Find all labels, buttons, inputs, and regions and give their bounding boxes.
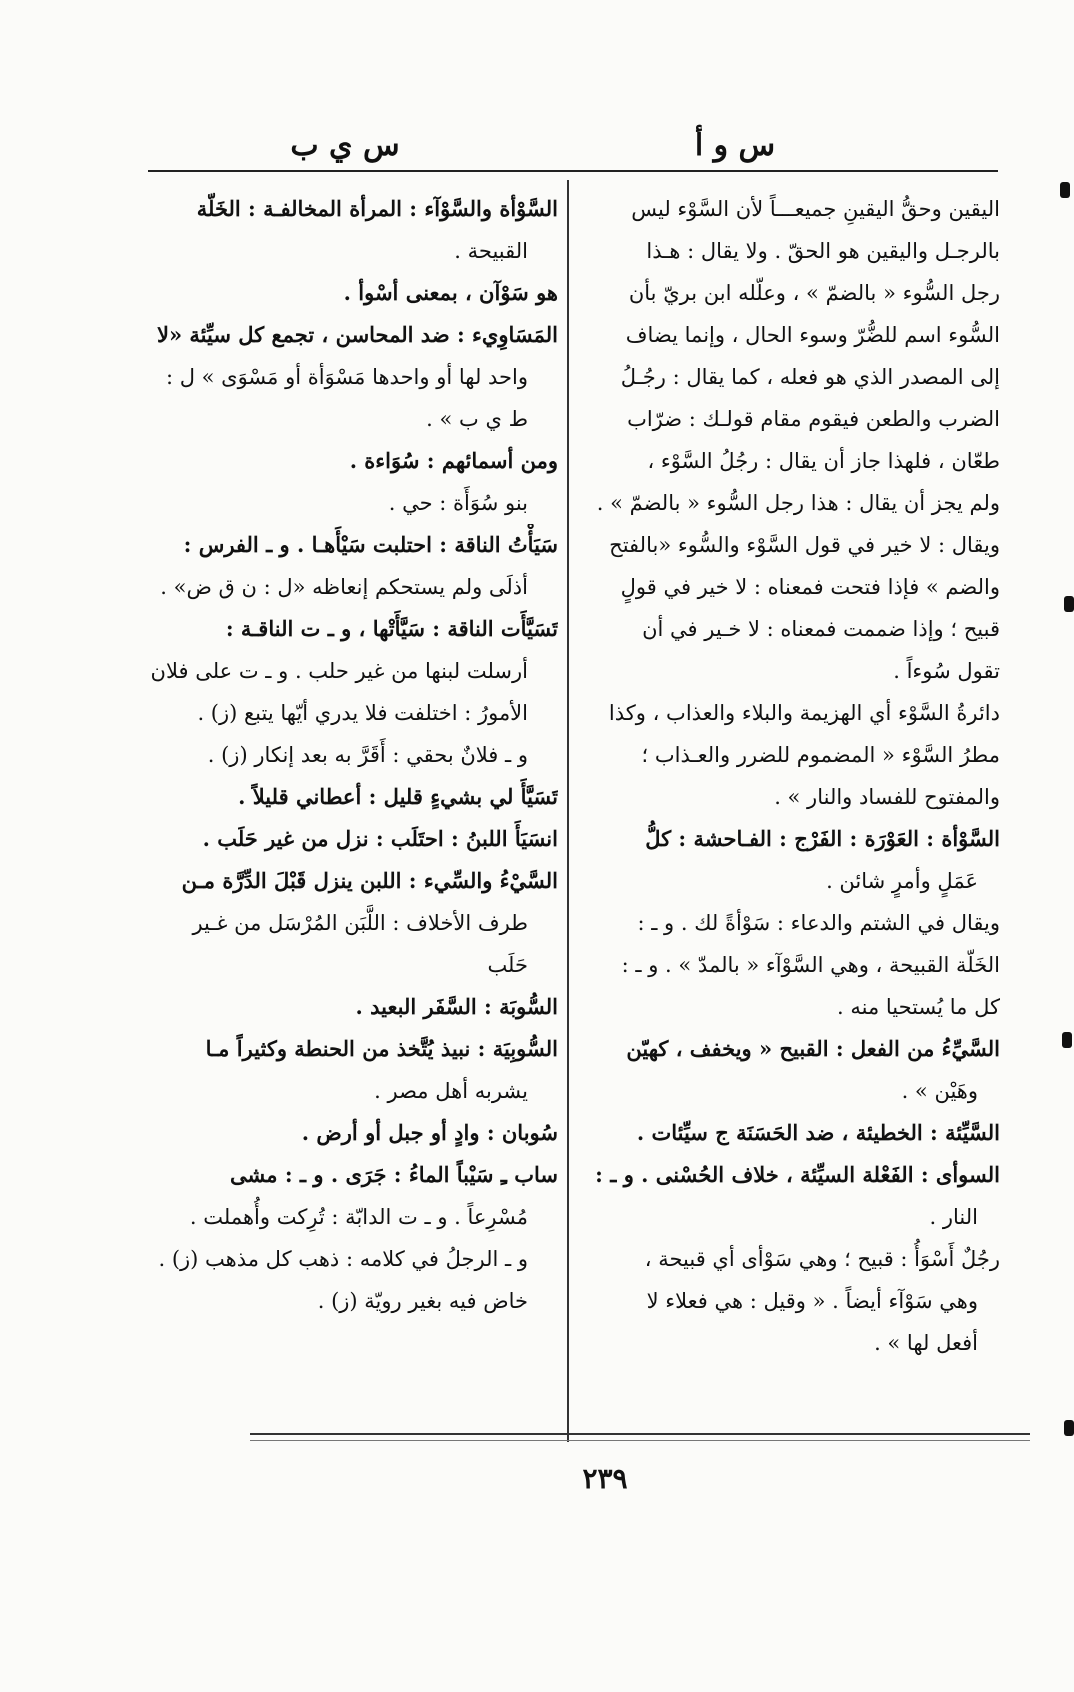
entry-line: اليقين وحقُّ اليقينِ جميعـــاً لأن السَّوْء ليس xyxy=(631,197,1000,221)
entry-line: مُسْرِعاً . و ـ ت الدابّة : تُرِكت وأُهملت . xyxy=(189,1205,528,1229)
entry-line: أفعل لها » . xyxy=(874,1331,978,1355)
entry-line: تقول سُوءاً . xyxy=(893,659,1000,683)
entry-line: والمفتوح للفساد والنار » . xyxy=(774,785,1000,809)
headword-line: ساب ـِ سَيْباً الماءُ : جَرَى . و ـ : مشى xyxy=(230,1162,558,1187)
headword-line: سُوبان : وادٍ أو جبل أو أرض . xyxy=(301,1120,558,1145)
entry-line: ويقال في الشتم والدعاء : سَوْأةً لك . و ـ : xyxy=(637,911,1000,935)
left-column xyxy=(108,188,558,1322)
entry-line: رجُلٌ أَسْوَأُ : قبيح ؛ وهي سَوْأى أي قبيحة ، xyxy=(644,1247,1000,1271)
right-column xyxy=(578,188,1000,1364)
headword-line: السَّوْأة : العَوْرَة : الفَرْج : الفـاحشة : كلُّ xyxy=(645,826,1000,851)
entry-line: القبيحة . xyxy=(454,239,528,263)
right-column-root-header: س و أ xyxy=(694,128,776,163)
entry-line: الضرب والطعن فيقوم مقام قولـك : ضرّاب xyxy=(627,407,1000,431)
headword-line: السَّيْءُ والسِّيء : اللبن ينزل قَبْلَ الدِّرَّة مـن xyxy=(181,868,558,893)
headword-line: تَسَيَّأَ لي بشيءٍ قليل : أعطاني قليلاً . xyxy=(238,784,558,809)
entry-line: خاض فيه بغير رويّة (ز) . xyxy=(317,1289,528,1313)
column-separator xyxy=(567,180,569,1442)
headword-line: ومن أسمائهم : سُوَاءة . xyxy=(349,448,558,473)
entry-line: الأمورُ : اختلفت فلا يدري أيّها يتبع (ز) . xyxy=(197,701,528,725)
entry-line: وهي سَوْآء أيضاً . « وقيل : هي فعلاء لا xyxy=(646,1289,978,1313)
entry-line: يشربه أهل مصر . xyxy=(374,1079,528,1103)
entry-line: ط ي ب » . xyxy=(426,407,528,431)
binding-mark xyxy=(1062,1032,1072,1048)
entry-line: إلى المصدر الذي هو فعله ، كما يقال : رجُـلُ xyxy=(620,365,1000,389)
headword-line: سَيَأْتُ الناقة : احتلبت سَيْأَهـا . و ـ الفرس : xyxy=(183,532,558,557)
entry-line: و ـ فلانٌ بحقي : أَقَرَّ به بعد إنكار (ز) . xyxy=(207,743,528,767)
left-column-root-header: س ي ب xyxy=(290,128,400,163)
entry-line: و ـ الرجلُ في كلامه : ذهب كل مذهب (ز) . xyxy=(158,1247,528,1271)
header-rule xyxy=(148,170,998,172)
binding-mark xyxy=(1064,1420,1074,1436)
entry-line: دائرةُ السَّوْء أي الهزيمة والبلاء والعذاب ، وكذا xyxy=(608,701,1000,725)
footer-rule-thin xyxy=(250,1440,1030,1441)
entry-line: بنو سُوَأَة : حي . xyxy=(388,491,528,515)
headword-line: انسَيَأَ اللبنُ : احتَلَب : نزل من غير حَلَب . xyxy=(202,826,558,851)
binding-mark xyxy=(1064,596,1074,612)
entry-line: الخَلّة القبيحة ، وهي السَّوْآء « بالمدّ » . و ـ : xyxy=(621,953,1000,977)
entry-line: كل ما يُستحيا منه . xyxy=(837,995,1000,1019)
entry-line: حَلَب xyxy=(487,953,528,977)
entry-line: السُّوء اسم للضُّرّ وسوء الحال ، وإنما يضاف xyxy=(625,323,1000,347)
entry-line: والضم » فإذا فتحت فمعناه : لا خير في قولٍ xyxy=(620,575,1000,599)
footer-rule xyxy=(250,1433,1030,1435)
entry-line: ويقال : لا خير في قول السَّوْء والسُّوء «بالفتح xyxy=(609,533,1000,557)
page-number: ٢٣٩ xyxy=(582,1462,628,1495)
headword-line: تَسَيَّأَت الناقة : سَيَّأَتْها ، و ـ ت الناقـة : xyxy=(225,616,558,641)
entry-line: طرف الأخلاف : اللَّبَن المُرْسَل من غـير xyxy=(192,911,528,935)
entry-line: أرسلت لبنها من غير حلب . و ـ ت على فلان xyxy=(150,659,528,683)
binding-mark xyxy=(1060,182,1070,198)
entry-line: عَمَلٍ وأمرٍ شائن . xyxy=(826,869,978,893)
headword-line: السَّوْأة والسَّوْآء : المرأة المخالفـة : الخَلّة xyxy=(196,196,558,221)
entry-line: رجل السُّوء « بالضمّ » ، وعلّله ابن بريّ بأن xyxy=(628,281,1000,305)
headword-line: السَّيِّئة : الخطيئة ، ضد الحَسَنَة ج سيِّئات . xyxy=(636,1120,1000,1145)
entry-line: أذلَى ولم يستحكم إنعاظه «ل : ن ق ض» . xyxy=(160,575,528,599)
headword-line: المَسَاوِيء : ضد المحاسن ، تجمع كل سيِّئة «لا xyxy=(157,322,558,347)
entry-line: وهَيْن » . xyxy=(901,1079,978,1103)
entry-line: ولم يجز أن يقال : هذا رجل السُّوء « بالضمّ » . xyxy=(596,491,1000,515)
headword-line: هو سَوْآن ، بمعنى أسْوأ . xyxy=(343,280,558,305)
entry-line: النار . xyxy=(929,1205,978,1229)
entry-line: بالرجـل واليقين هو الحقّ . ولا يقال : هـذا xyxy=(646,239,1000,263)
entry-line: طعّان ، فلهذا جاز أن يقال : رجُلُ السَّوْء ، xyxy=(647,449,1000,473)
entry-line: قبيح ؛ وإذا ضممت فمعناه : لا خـير في أن xyxy=(642,617,1000,641)
headword-line: السُّوبِيَة : نبيذ يُتَّخذ من الحنطة وكثيراً مـا xyxy=(205,1036,558,1061)
headword-line: السَّيِّءُ من الفعل : القبيح « ويخفف ، كهيّن xyxy=(626,1036,1000,1061)
headword-line: السوأى : الفَعْلة السيِّئة ، خلاف الحُسْنى . و ـ : xyxy=(595,1162,1000,1187)
headword-line: السُّوبَة : السَّفَر البعيد . xyxy=(355,994,558,1019)
entry-line: واحد لها أو واحدها مَسْوَأة أو مَسْوَى » ل : xyxy=(165,365,528,389)
entry-line: مطرُ السَّوْء « المضموم للضرر والعـذاب ؛ xyxy=(641,743,1000,767)
